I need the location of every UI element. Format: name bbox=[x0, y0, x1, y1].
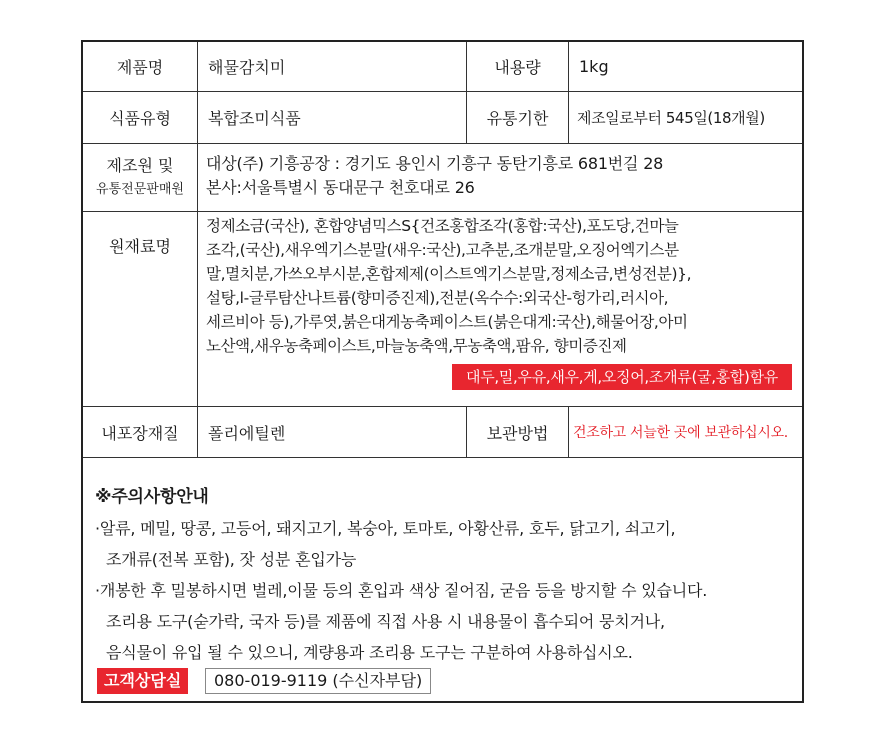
ingredients-line: 말,멸치분,가쓰오부시분,혼합제제(이스트엑기스분말,정제소금,변성전분)}, bbox=[206, 265, 692, 283]
packaging-label: 내포장재질 bbox=[101, 423, 179, 443]
caution-line: 조리용 도구(숟가락, 국자 등)를 제품에 직접 사용 시 내용물이 흡수되어 뭉치거나, bbox=[106, 612, 665, 631]
ingredients-label: 원재료명 bbox=[109, 237, 171, 256]
ingredients-value bbox=[198, 212, 802, 406]
content-amount-label: 내용량 bbox=[494, 58, 541, 77]
manufacturer-line: 본사:서울특별시 동대문구 천호대로 26 bbox=[206, 178, 475, 197]
product-name-label: 제품명 bbox=[116, 58, 164, 77]
product-info-panel bbox=[81, 40, 804, 703]
caution-line: 조개류(전복 포함), 잣 성분 혼입가능 bbox=[106, 550, 357, 569]
manufacturer-label-line1: 제조원 및 bbox=[106, 155, 174, 175]
ingredients-line: 조각,(국산),새우엑기스분말(새우:국산),고추분,조개분말,오징어엑기스분 bbox=[206, 241, 679, 259]
caution-title: ※주의사항안내 bbox=[95, 487, 209, 507]
caution-line: ·알류, 메밀, 땅콩, 고등어, 돼지고기, 복숭아, 토마토, 아황산류, 호두, 닭고기, 쇠고기, bbox=[95, 519, 676, 538]
storage-value: 건조하고 서늘한 곳에 보관하십시오. bbox=[573, 425, 788, 441]
product-name-value: 해물감치미 bbox=[208, 58, 286, 77]
manufacturer-label-line2: 유통전문판매원 bbox=[96, 181, 184, 197]
manufacturer-line: 대상(주) 기흥공장 : 경기도 용인시 기흥구 동탄기흥로 681번길 28 bbox=[206, 154, 664, 173]
ingredients-line: 세르비아 등),가루엿,붉은대게농축페이스트(붉은대게:국산),해물어장,아미 bbox=[206, 313, 688, 331]
ingredients-line: 정제소금(국산), 혼합양념믹스S{건조홍합조각(홍합:국산),포도당,건마늘 bbox=[206, 217, 679, 235]
food-type-value: 복합조미식품 bbox=[208, 109, 301, 128]
food-type-label: 식품유형 bbox=[109, 109, 171, 128]
caution-line: 음식물이 유입 될 수 있으니, 계량용과 조리용 도구는 구분하여 사용하십시오. bbox=[106, 643, 633, 662]
storage-label: 보관방법 bbox=[486, 423, 549, 443]
packaging-value: 폴리에틸렌 bbox=[208, 423, 286, 443]
customer-service-label: 고객상담실 bbox=[97, 668, 188, 694]
expiry-value: 제조일로부터 545일(18개월) bbox=[577, 109, 765, 127]
allergen-badge: 대두,밀,우유,새우,게,오징어,조개류(굴,홍합)함유 bbox=[452, 364, 792, 390]
content-amount-value: 1kg bbox=[579, 57, 609, 76]
ingredients-line: 노산액,새우농축페이스트,마늘농축액,무농축액,팜유, 향미증진제 bbox=[206, 337, 627, 355]
customer-service-phone: 080-019-9119 (수신자부담) bbox=[205, 668, 431, 694]
caution-notice bbox=[95, 482, 795, 668]
row-divider bbox=[83, 457, 802, 458]
manufacturer-label bbox=[83, 144, 197, 211]
expiry-label: 유통기한 bbox=[486, 109, 549, 128]
ingredients-line: 설탕,l-글루탐산나트륨(향미증진제),전분(옥수수:외국산-헝가리,러시아, bbox=[206, 289, 669, 307]
caution-line: ·개봉한 후 밀봉하시면 벌레,이물 등의 혼입과 색상 짙어짐, 굳음 등을 방지할 수 있습니다. bbox=[95, 581, 708, 600]
manufacturer-value bbox=[198, 144, 802, 211]
